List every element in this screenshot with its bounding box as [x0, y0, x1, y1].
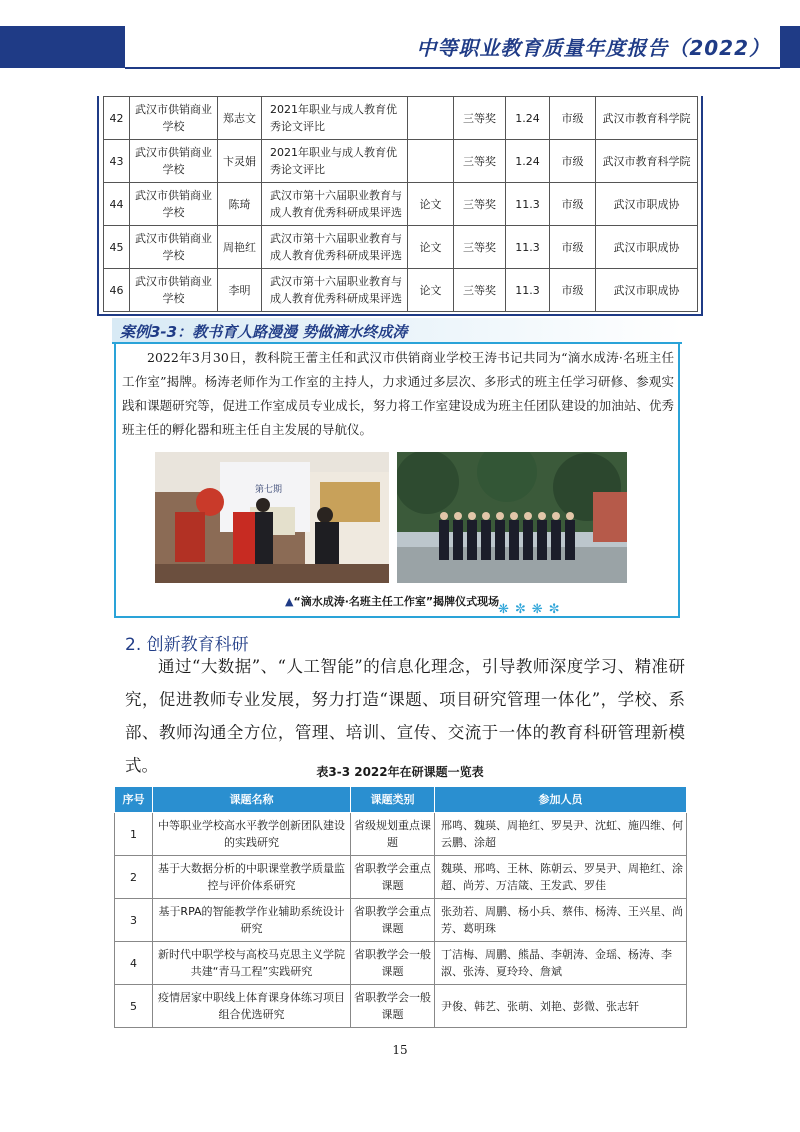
table-cell: 论文	[408, 269, 454, 312]
table-cell: 武汉市供销商业学校	[130, 97, 218, 140]
table-cell: 11.3	[506, 269, 550, 312]
table-cell: 邢鸣、魏瑛、周艳红、罗昊尹、沈虹、施四维、何云鹏、涂超	[435, 813, 687, 856]
table-cell: 李明	[218, 269, 262, 312]
table-cell: 43	[104, 140, 130, 183]
table-cell: 45	[104, 226, 130, 269]
table-cell: 1	[115, 813, 153, 856]
header-band-right	[780, 26, 800, 68]
table-row	[115, 856, 687, 899]
table-cell: 46	[104, 269, 130, 312]
table-cell: 武汉市职成协	[596, 269, 698, 312]
table-cell: 市级	[550, 97, 596, 140]
table-cell	[408, 140, 454, 183]
awards-table	[103, 96, 698, 312]
table-row	[104, 183, 698, 226]
table-cell: 武汉市第十六届职业教育与成人教育优秀科研成果评选	[262, 226, 408, 269]
table-cell: 陈琦	[218, 183, 262, 226]
column-header: 课题类别	[351, 787, 435, 813]
table-cell: 武汉市教育科学院	[596, 140, 698, 183]
table-cell: 三等奖	[454, 226, 506, 269]
table-cell: 卞灵娟	[218, 140, 262, 183]
unveiling-photo	[155, 452, 389, 583]
table-row	[104, 140, 698, 183]
table-cell: 3	[115, 899, 153, 942]
table-cell: 2	[115, 856, 153, 899]
table-cell: 三等奖	[454, 97, 506, 140]
table-cell: 市级	[550, 269, 596, 312]
report-title: 中等职业教育质量年度报告（2022）	[416, 36, 770, 60]
table-cell: 论文	[408, 183, 454, 226]
table-cell: 44	[104, 183, 130, 226]
table-cell: 省职教学会重点课题	[351, 856, 435, 899]
page-number: 15	[392, 1043, 408, 1057]
table-cell: 武汉市职成协	[596, 183, 698, 226]
table-cell: 11.3	[506, 226, 550, 269]
table-cell: 2021年职业与成人教育优秀论文评比	[262, 97, 408, 140]
decoration-icon: ❋✼❋✼	[498, 602, 566, 617]
projects-table	[114, 786, 687, 1028]
table-row	[104, 226, 698, 269]
table-cell: 武汉市供销商业学校	[130, 226, 218, 269]
table-cell: 丁洁梅、周鹏、熊晶、李朝涛、金瑶、杨涛、李淑、张涛、夏玲玲、詹斌	[435, 942, 687, 985]
table-cell: 42	[104, 97, 130, 140]
group-photo	[397, 452, 627, 583]
table-cell: 1.24	[506, 140, 550, 183]
table-cell: 市级	[550, 183, 596, 226]
table-cell: 魏瑛、邢鸣、王林、陈朝云、罗昊尹、周艳红、涂超、尚芳、万洁箴、王发武、罗佳	[435, 856, 687, 899]
column-header: 参加人员	[435, 787, 687, 813]
table-cell: 武汉市教育科学院	[596, 97, 698, 140]
case-title: 案例3-3：教书育人路漫漫 势做滴水终成涛	[120, 323, 408, 341]
caption-marker-icon: ▲	[285, 595, 294, 608]
table-cell: 尹俊、韩艺、张萌、刘艳、彭微、张志轩	[435, 985, 687, 1028]
table-row	[115, 813, 687, 856]
table-cell: 省级规划重点课题	[351, 813, 435, 856]
table-cell: 武汉市职成协	[596, 226, 698, 269]
table-cell: 11.3	[506, 183, 550, 226]
table-cell: 论文	[408, 226, 454, 269]
table-cell: 基于RPA的智能教学作业辅助系统设计研究	[153, 899, 351, 942]
table-cell: 中等职业学校高水平教学创新团队建设的实践研究	[153, 813, 351, 856]
table-row	[115, 899, 687, 942]
table-row	[115, 942, 687, 985]
table-cell: 新时代中职学校与高校马克思主义学院共建“青马工程”实践研究	[153, 942, 351, 985]
column-header: 课题名称	[153, 787, 351, 813]
photo-caption	[285, 593, 499, 609]
section-body: 通过“大数据”、“人工智能”的信息化理念，引导教师深度学习、精准研究，促进教师专业发展，努力打造“课题、项目研究管理一体化”，学校、系部、教师沟通全方位，管理、培训、宣传、交流于一体的教育科研管理新模式。	[125, 657, 685, 775]
table-cell: 武汉市供销商业学校	[130, 269, 218, 312]
projects-table-title: 表3-3 2022年在研课题一览表	[316, 765, 484, 779]
table-cell: 武汉市供销商业学校	[130, 183, 218, 226]
table-cell: 周艳红	[218, 226, 262, 269]
table-cell: 郑志文	[218, 97, 262, 140]
table-row	[104, 97, 698, 140]
table-cell: 省职教学会一般课题	[351, 985, 435, 1028]
table-cell: 市级	[550, 140, 596, 183]
table-cell: 5	[115, 985, 153, 1028]
table-cell: 武汉市第十六届职业教育与成人教育优秀科研成果评选	[262, 183, 408, 226]
header-rule	[125, 67, 780, 69]
table-cell: 基于大数据分析的中职课堂教学质量监控与评价体系研究	[153, 856, 351, 899]
photo-sign-text: 第七期	[255, 485, 283, 495]
section-heading: 2. 创新教育科研	[125, 635, 249, 655]
table-cell: 三等奖	[454, 183, 506, 226]
table-cell: 武汉市供销商业学校	[130, 140, 218, 183]
table-cell: 疫情居家中职线上体育课身体练习项目组合优选研究	[153, 985, 351, 1028]
table-row	[115, 985, 687, 1028]
case-body: 2022年3月30日，教科院王蕾主任和武汉市供销商业学校王涛书记共同为“滴水成涛·名班主任工作室”揭牌。杨涛老师作为工作室的主持人，力求通过多层次、多形式的班主任学习研修、参观实践和课题研究等，促进工作室成员专业成长，努力将工作室建设成为班主任团队建设的加油站、优秀班主任的孵化器和班主任自主发展的导航仪。	[122, 350, 674, 437]
table-cell: 张劲若、周鹏、杨小兵、蔡伟、杨涛、王兴星、尚芳、葛明珠	[435, 899, 687, 942]
table-cell: 4	[115, 942, 153, 985]
column-header: 序号	[115, 787, 153, 813]
table-cell: 市级	[550, 226, 596, 269]
caption-text: “滴水成涛·名班主任工作室”揭牌仪式现场	[293, 595, 500, 608]
table-cell: 三等奖	[454, 269, 506, 312]
table-cell: 省职教学会一般课题	[351, 942, 435, 985]
table-cell: 三等奖	[454, 140, 506, 183]
table-cell: 2021年职业与成人教育优秀论文评比	[262, 140, 408, 183]
table-row	[104, 269, 698, 312]
table-cell: 省职教学会重点课题	[351, 899, 435, 942]
table-cell: 武汉市第十六届职业教育与成人教育优秀科研成果评选	[262, 269, 408, 312]
table-cell	[408, 97, 454, 140]
header-band-left	[0, 26, 125, 68]
table-cell: 1.24	[506, 97, 550, 140]
